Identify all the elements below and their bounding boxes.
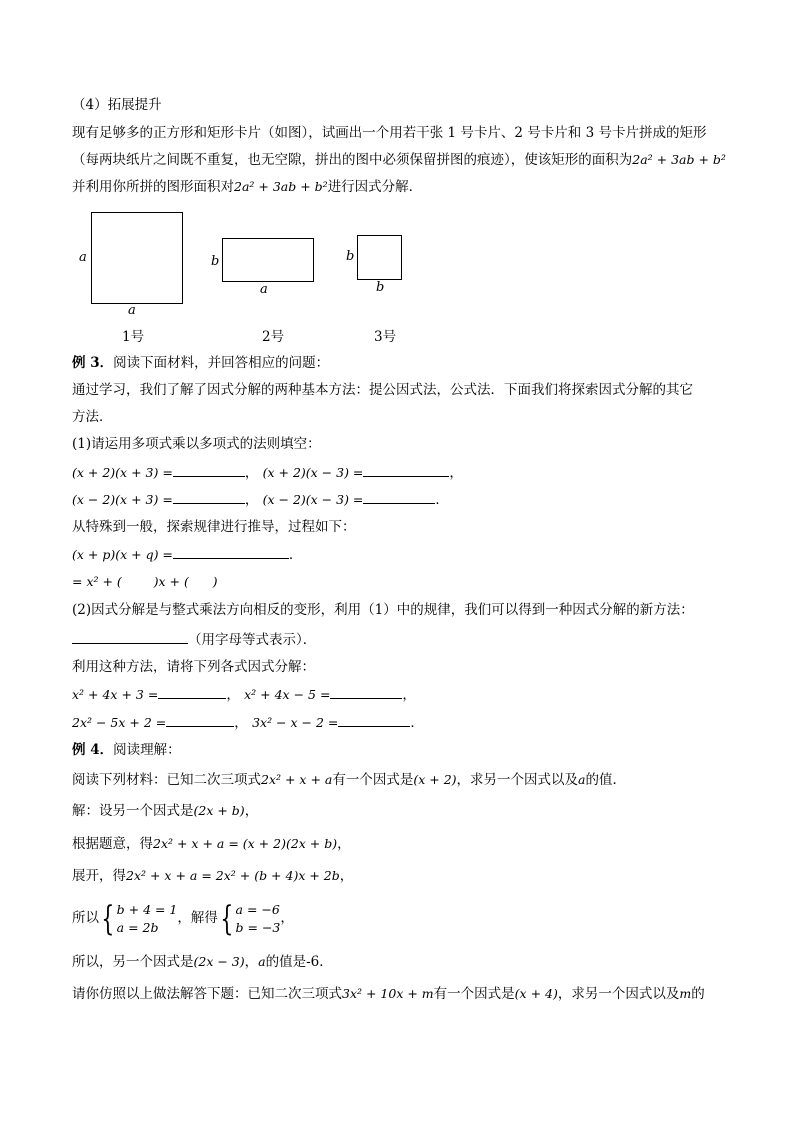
card-2-bottom-label: a	[260, 282, 268, 297]
equation-row: (x + p)(x + q) = ．	[72, 544, 302, 565]
paragraph-line: 展开，得2x² + x + a = 2x² + (b + 4)x + 2b，	[72, 868, 354, 884]
answer-blank[interactable]	[173, 544, 289, 559]
card-2-side-label: b	[211, 254, 220, 269]
paragraph-line: 方法．	[72, 409, 113, 425]
math-expression: 2a² + 3ab + b²	[234, 179, 328, 194]
answer-line: （用字母等式表示）．	[72, 629, 316, 650]
equation-row: = x² + ( )x + ( )	[72, 574, 218, 589]
equation-row: x² + 4x + 3 = ， x² + 4x − 5 = ，	[72, 684, 416, 705]
card-2-caption: 2号	[262, 329, 285, 345]
paragraph-line: 根据题意，得2x² + x + a = (x + 2)(2x + b)，	[72, 836, 351, 852]
paragraph-line: 利用这种方法，请将下列各式因式分解：	[72, 659, 315, 675]
card-3-side-label: b	[346, 249, 355, 264]
question-1: (1)请运用多项式乘以多项式的法则填空：	[72, 436, 321, 452]
paragraph-line: 并利用你所拼的图形面积对2a² + 3ab + b²进行因式分解．	[72, 179, 423, 195]
answer-blank[interactable]	[166, 712, 234, 727]
question-2: (2)因式分解是与整式乘法方向相反的变形，利用（1）中的规律，我们可以得到一种因式分解的新方法：	[72, 602, 694, 618]
example-4-title: 例 4．阅读理解：	[72, 742, 181, 758]
paragraph-line: 所以，另一个因式是(2x − 3)，a的值是-6．	[72, 954, 333, 970]
card-1-caption: 1号	[122, 329, 145, 345]
card-3-square	[357, 235, 402, 280]
equation-row: 2x² − 5x + 2 = ， 3x² − x − 2 = ．	[72, 712, 424, 733]
card-1-bottom-label: a	[128, 303, 136, 318]
paragraph-line: 从特殊到一般，探索规律进行推导，过程如下：	[72, 519, 356, 535]
math-expression: 2a² + 3ab + b²	[632, 152, 726, 167]
card-2-rectangle	[222, 238, 314, 282]
equation-row: (x − 2)(x + 3) = ， (x − 2)(x − 3) = ．	[72, 489, 449, 510]
answer-blank[interactable]	[173, 462, 245, 477]
section-heading: （4）拓展提升	[72, 97, 162, 113]
paragraph-line: 现有足够多的正方形和矩形卡片（如图），试画出一个用若干张 1 号卡片、2 号卡片和 3 号卡片拼成的矩形	[72, 125, 707, 141]
equation-row: (x + 2)(x + 3) = ， (x + 2)(x − 3) = ，	[72, 462, 463, 483]
answer-blank[interactable]	[338, 712, 410, 727]
system-equations-line: 所以{ b + 4 = 1 a = 2b，解得{ a = −6 b = −3，	[72, 898, 294, 939]
answer-blank[interactable]	[363, 489, 435, 504]
paragraph-line: （每两块纸片之间既不重复，也无空隙，拼出的图中必须保留拼图的痕迹），使该矩形的面积为2a² + 3ab + b²	[72, 152, 726, 168]
card-3-bottom-label: b	[376, 280, 385, 295]
card-3-caption: 3号	[374, 329, 397, 345]
answer-blank[interactable]	[158, 684, 226, 699]
brace-icon: {	[101, 898, 115, 939]
answer-blank[interactable]	[330, 684, 402, 699]
card-1-square	[91, 212, 183, 304]
paragraph-line: 通过学习，我们了解了因式分解的两种基本方法：提公因式法，公式法．下面我们将探索因式分解的其它	[72, 382, 693, 398]
card-1-side-label: a	[79, 250, 87, 265]
answer-blank[interactable]	[363, 462, 449, 477]
example-3-title: 例 3．阅读下面材料，并回答相应的问题：	[72, 355, 330, 371]
answer-blank[interactable]	[173, 489, 245, 504]
paragraph-line: 请你仿照以上做法解答下题：已知二次三项式3x² + 10x + m有一个因式是(x + 4)，求另一个因式以及m的	[72, 986, 705, 1002]
answer-blank[interactable]	[72, 629, 188, 644]
paragraph-line: 阅读下列材料：已知二次三项式2x² + x + a有一个因式是(x + 2)，求另一个因式以及a的值．	[72, 772, 626, 788]
paragraph-line: 解：设另一个因式是(2x + b)，	[72, 803, 259, 819]
brace-icon: {	[220, 898, 234, 939]
